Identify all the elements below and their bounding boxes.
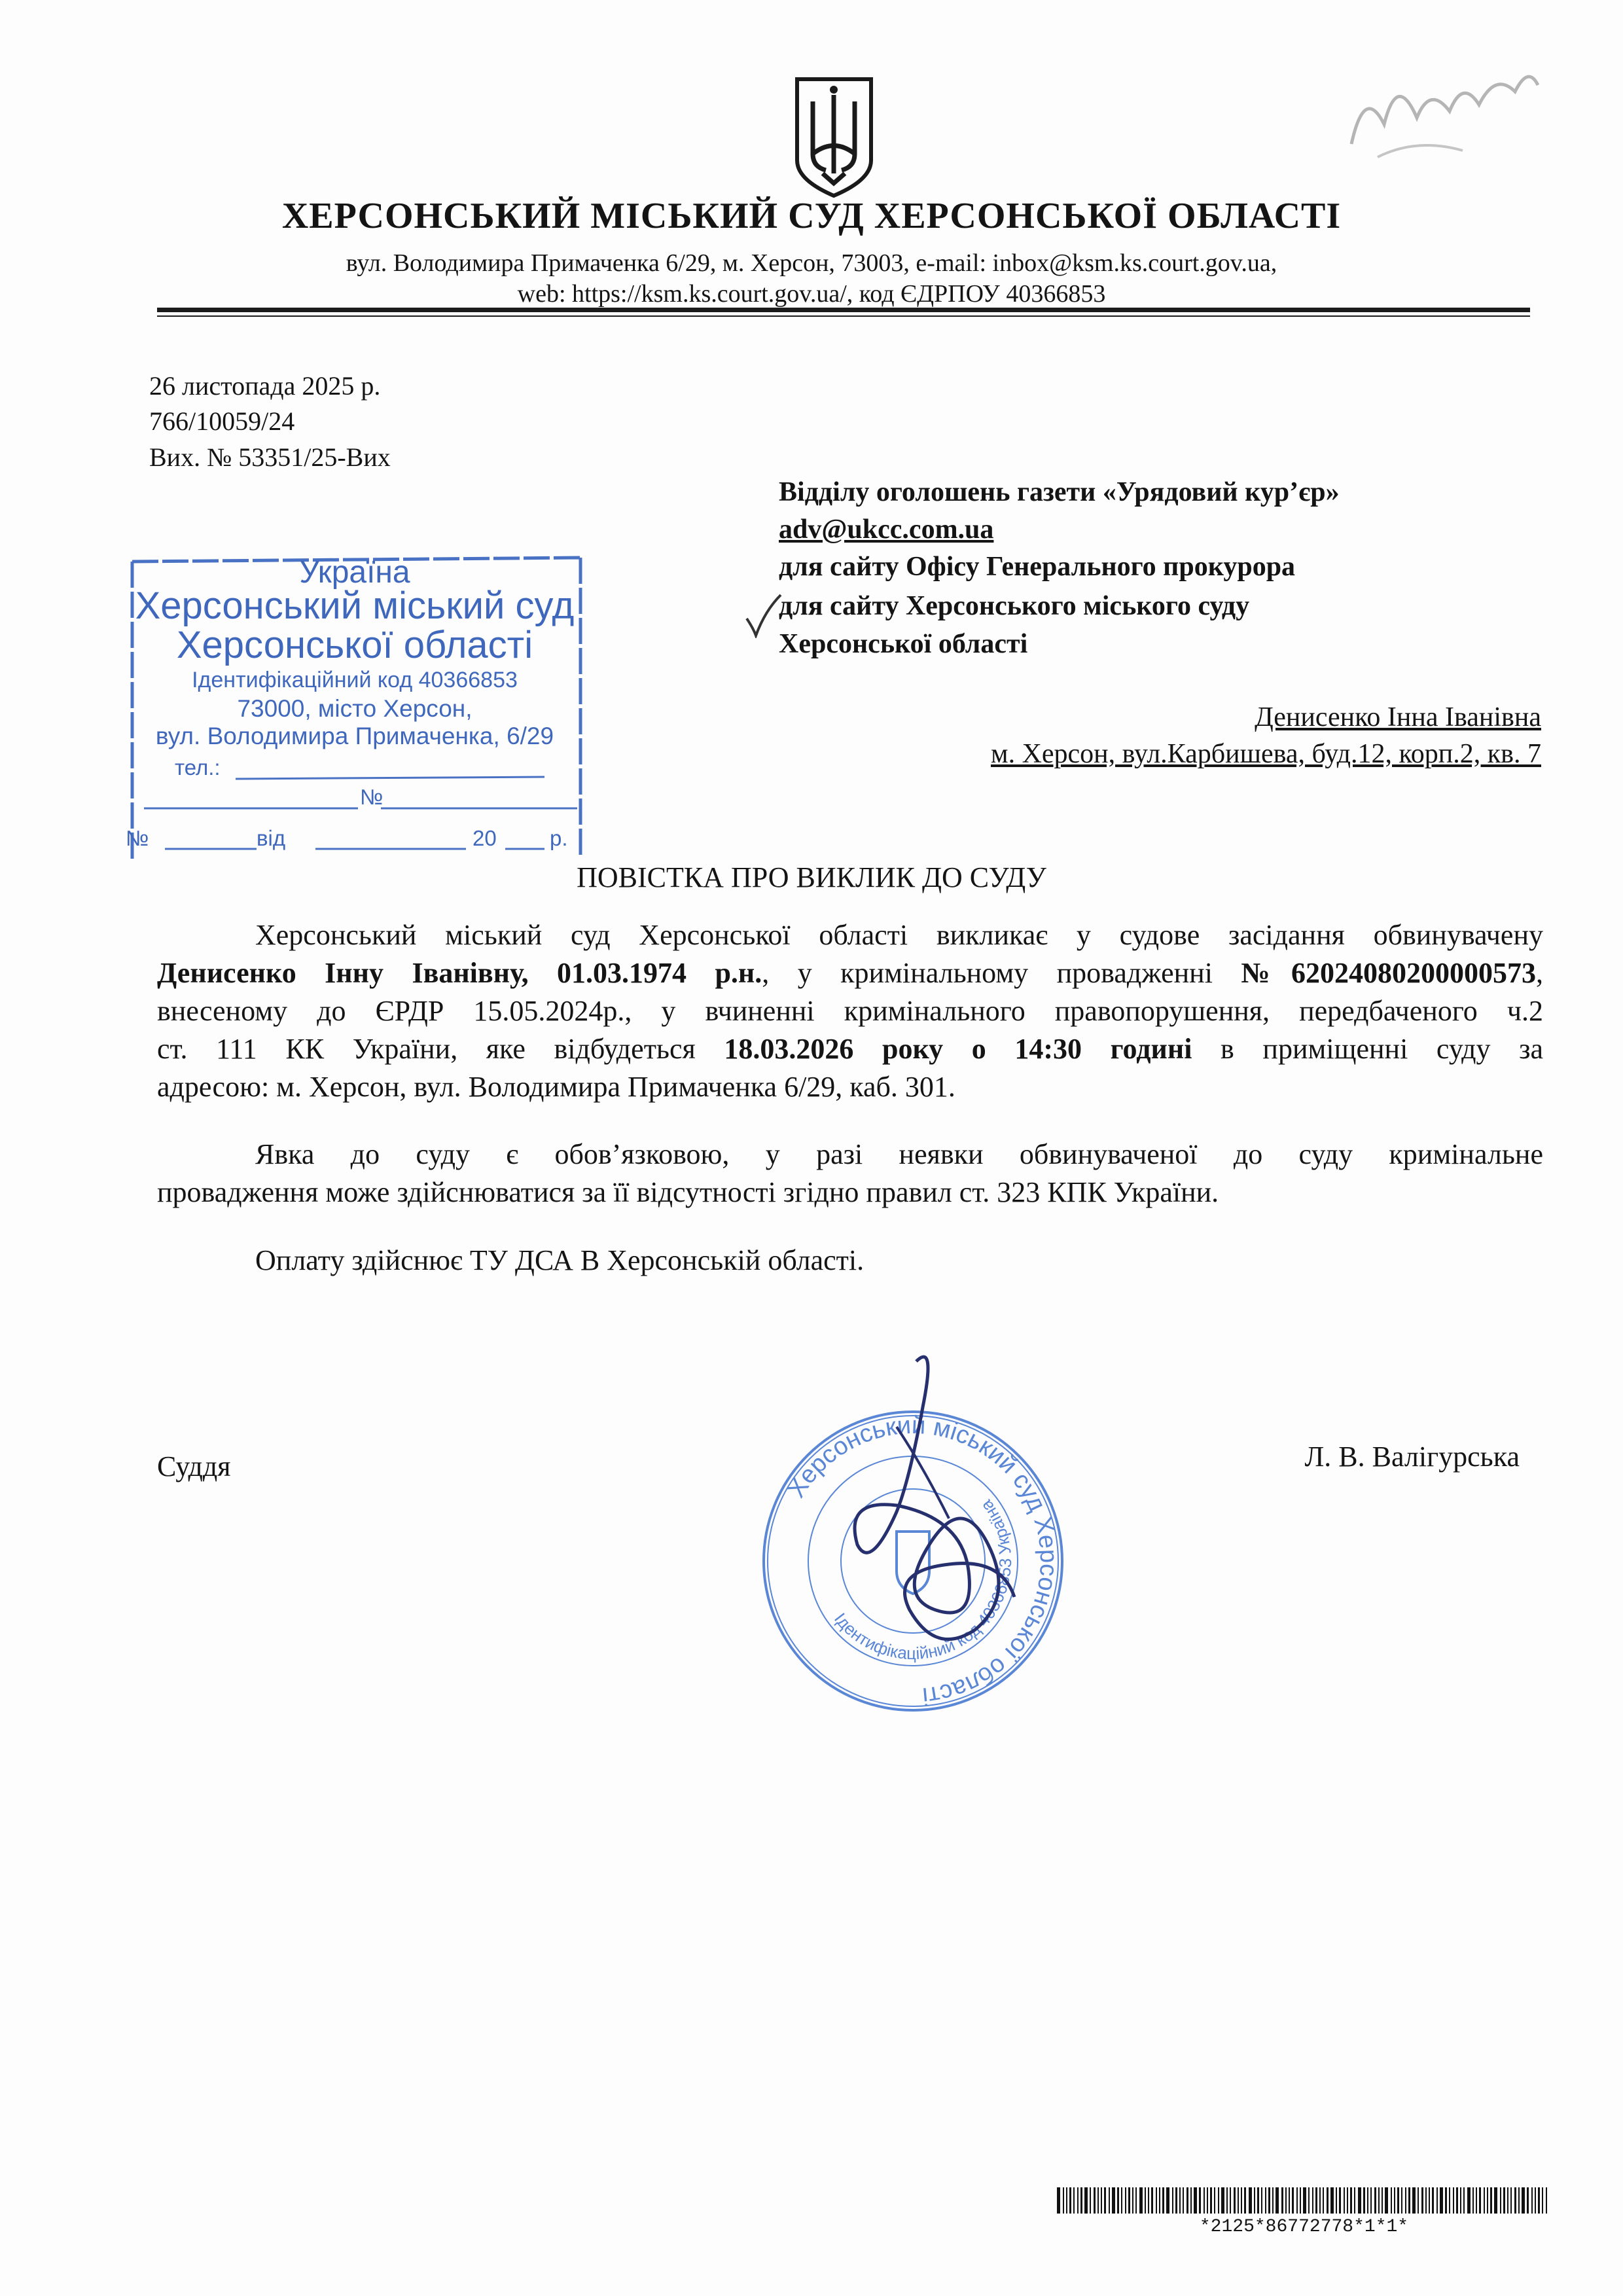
barcode-bar <box>1418 2187 1419 2214</box>
barcode-bar <box>1135 2187 1137 2214</box>
case-number: 766/10059/24 <box>149 406 295 436</box>
barcode-bar <box>1272 2187 1274 2214</box>
barcode-bar <box>1347 2187 1348 2214</box>
barcode-bar <box>1405 2187 1406 2214</box>
barcode-icon <box>1057 2187 1551 2214</box>
barcode-bar <box>1275 2187 1279 2214</box>
barcode-bar <box>1289 2187 1290 2214</box>
barcode-bar <box>1510 2187 1512 2214</box>
court-address-line1: вул. Володимира Примаченка 6/29, м. Херсон, 73003, e-mail: inbox@ksm.ks.court.gov.ua, <box>346 249 1277 277</box>
barcode-bar <box>1090 2187 1091 2214</box>
barcode-bar <box>1265 2187 1266 2214</box>
stamp-in-number-label: № <box>126 826 149 850</box>
recipient-line4: для сайту Херсонського міського суду <box>779 591 1250 621</box>
barcode-bar <box>1112 2187 1115 2214</box>
barcode-bar <box>1476 2187 1477 2214</box>
barcode-bar <box>1503 2187 1505 2214</box>
stamp-region: Херсонської області <box>176 624 533 666</box>
barcode-bar <box>1077 2187 1079 2214</box>
recipient-person-address: м. Херсон, вул.Карбишева, буд.12, корп.2, кв. 7 <box>990 739 1541 769</box>
barcode-bar <box>1063 2187 1064 2214</box>
barcode-bar <box>1128 2187 1130 2214</box>
document-date: 26 листопада 2025 р. <box>149 371 381 401</box>
barcode-bar <box>1344 2187 1345 2214</box>
p1-line5: адресою: м. Херсон, вул. Володимира Примаченка 6/29, каб. 301. <box>157 1071 955 1103</box>
checkmark-icon <box>743 592 782 638</box>
stamp-id-code: Ідентифікаційний код 40366853 <box>192 668 518 692</box>
barcode-bar <box>1132 2187 1133 2214</box>
barcode-bar <box>1463 2187 1465 2214</box>
barcode-bar <box>1117 2187 1119 2214</box>
barcode-bar <box>1261 2187 1262 2214</box>
barcode-bar <box>1490 2187 1492 2214</box>
barcode-bar <box>1479 2187 1481 2214</box>
barcode-bar <box>1268 2187 1270 2214</box>
barcode-bar <box>1358 2187 1361 2214</box>
p1-line4-start: ст. 111 КК України, яке відбудеться <box>157 1033 724 1065</box>
barcode-bar <box>1226 2187 1228 2214</box>
barcode-bar <box>1234 2187 1236 2214</box>
barcode-bar <box>1484 2187 1485 2214</box>
stamp-tel-label: тел.: <box>175 755 221 780</box>
barcode-bar <box>1385 2187 1388 2214</box>
barcode-bar <box>1445 2187 1447 2214</box>
p1-line2-mid: , у кримінальному провадженні <box>762 957 1241 989</box>
barcode-bar <box>1312 2187 1313 2214</box>
barcode-bar <box>1472 2187 1474 2214</box>
barcode-bar <box>1249 2187 1252 2214</box>
p1-line2 <box>157 954 1543 992</box>
barcode-bar <box>1094 2187 1096 2214</box>
coat-of-arms-icon <box>793 75 875 200</box>
barcode-bar <box>1194 2187 1197 2214</box>
barcode-bar <box>1327 2187 1329 2214</box>
barcode-bar <box>1432 2187 1434 2214</box>
barcode-bar <box>1257 2187 1259 2214</box>
barcode-bar <box>1300 2187 1301 2214</box>
stamp-court-name: Херсонський міський суд <box>135 584 575 627</box>
court-address-line2: web: https://ksm.ks.court.gov.ua/, код ЄДРПОУ 40366853 <box>517 280 1106 308</box>
summons-paragraph <box>157 916 1543 1106</box>
registration-stamp <box>126 551 584 859</box>
barcode-bar <box>1066 2187 1067 2214</box>
signature-icon <box>818 1348 1041 1676</box>
outgoing-number: Вих. № 53351/25-Вих <box>149 442 391 472</box>
barcode-bar <box>1151 2187 1153 2214</box>
barcode-bar <box>1330 2187 1334 2214</box>
barcode-bar <box>1370 2187 1372 2214</box>
barcode-bar <box>1397 2187 1399 2214</box>
judge-name: Л. В. Валігурська <box>1304 1441 1520 1473</box>
barcode-bar <box>1285 2187 1287 2214</box>
barcode-bar <box>1186 2187 1188 2214</box>
barcode-bar <box>1546 2187 1547 2214</box>
recipient-line1: Відділу оголошень газети «Урядовий кур’єр» <box>779 477 1340 507</box>
barcode-bar <box>1172 2187 1173 2214</box>
barcode-bar <box>1166 2187 1169 2214</box>
barcode-bar <box>1057 2187 1060 2214</box>
barcode-bar <box>1204 2187 1205 2214</box>
p1-line1: Херсонський міський суд Херсонської області викликає у судове засідання обвинувачену <box>255 919 1543 951</box>
seal-inner-text: Ідентифікаційний код 40366853 Україна <box>830 1496 1016 1664</box>
p2-line2: провадження може здійснюватися за її відсутності згідно правил ст. 323 КПК України. <box>157 1176 1219 1208</box>
barcode-bar <box>1145 2187 1146 2214</box>
barcode-bar <box>1514 2187 1516 2214</box>
document-title: ПОВІСТКА ПРО ВИКЛИК ДО СУДУ <box>577 861 1046 893</box>
stamp-number-label: № <box>360 785 383 809</box>
barcode-bar <box>1453 2187 1454 2214</box>
judge-label: Суддя <box>157 1450 231 1482</box>
barcode-bar <box>1436 2187 1438 2214</box>
barcode-bar <box>1084 2187 1088 2214</box>
barcode-bar <box>1449 2187 1450 2214</box>
barcode-bar <box>1207 2187 1208 2214</box>
barcode-bar <box>1175 2187 1177 2214</box>
barcode-bar <box>1190 2187 1192 2214</box>
barcode-bar <box>1391 2187 1392 2214</box>
p1-line2-end: , <box>1536 957 1544 989</box>
barcode-bar <box>1412 2187 1416 2214</box>
barcode-bar <box>1494 2187 1497 2214</box>
p3-line1: Оплату здійснює ТУ ДСА В Херсонській області. <box>255 1244 865 1276</box>
stamp-country: Україна <box>299 555 410 590</box>
barcode-bar <box>1487 2187 1488 2214</box>
barcode-bar <box>1319 2187 1321 2214</box>
stamp-year-suffix: р. <box>550 826 568 850</box>
barcode-bar <box>1350 2187 1352 2214</box>
recipient-person-name: Денисенко Інна Іванівна <box>1255 702 1541 732</box>
barcode-bar <box>1336 2187 1337 2214</box>
barcode-bar <box>1500 2187 1501 2214</box>
barcode-bar <box>1183 2187 1184 2214</box>
barcode-bar <box>1179 2187 1181 2214</box>
attendance-paragraph <box>157 1136 1543 1211</box>
barcode-bar <box>1535 2187 1536 2214</box>
barcode-bar <box>1339 2187 1341 2214</box>
barcode-bar <box>1241 2187 1242 2214</box>
barcode-bar <box>1467 2187 1471 2214</box>
barcode-bar <box>1080 2187 1082 2214</box>
stamp-from-label: від <box>257 826 286 850</box>
payment-paragraph <box>255 1242 1558 1280</box>
barcode-bar <box>1221 2187 1224 2214</box>
barcode-bar <box>1401 2187 1402 2214</box>
barcode-bar <box>1378 2187 1380 2214</box>
proceeding-number: №62024080200000573 <box>1241 957 1537 989</box>
barcode-bar <box>1281 2187 1283 2214</box>
barcode-bar <box>1218 2187 1219 2214</box>
barcode-bar <box>1538 2187 1540 2214</box>
p2-line1: Явка до суду є обов’язковою, у разі неявки обвинуваченої до суду кримінальне <box>255 1138 1543 1170</box>
barcode-bar <box>1425 2187 1427 2214</box>
barcode-bar <box>1210 2187 1212 2214</box>
barcode-bar <box>1374 2187 1376 2214</box>
barcode-bar <box>1308 2187 1310 2214</box>
barcode-bar <box>1073 2187 1075 2214</box>
barcode-bar <box>1292 2187 1294 2214</box>
barcode-bar <box>1518 2187 1520 2214</box>
barcode-bar <box>1315 2187 1317 2214</box>
barcode-bar <box>1238 2187 1239 2214</box>
barcode-bar <box>1421 2187 1423 2214</box>
barcode-bar <box>1460 2187 1461 2214</box>
handwritten-mark-icon <box>1338 46 1548 170</box>
barcode-bar <box>1162 2187 1164 2214</box>
p1-line4 <box>157 1030 1543 1068</box>
p1-line4-end: в приміщенні суду за <box>1192 1033 1544 1065</box>
barcode-bar <box>1296 2187 1298 2214</box>
barcode-bar <box>1303 2187 1306 2214</box>
barcode-bar <box>1097 2187 1099 2214</box>
defendant-name: Денисенко Інну Іванівну, 01.03.1974 р.н. <box>157 957 762 989</box>
barcode-bar <box>1354 2187 1355 2214</box>
barcode-bar <box>1214 2187 1215 2214</box>
barcode-bar <box>1139 2187 1143 2214</box>
barcode-bar <box>1159 2187 1160 2214</box>
recipient-line5: Херсонської області <box>779 629 1028 659</box>
barcode-bar <box>1125 2187 1126 2214</box>
barcode-bar <box>1456 2187 1458 2214</box>
header-divider-thin <box>157 315 1530 317</box>
barcode-bar <box>1367 2187 1368 2214</box>
p1-line3: внесеному до ЄРДР 15.05.2024р., у вчиненні кримінального правопорушення, передбаченого ч.2 <box>157 995 1543 1027</box>
barcode-bar <box>1101 2187 1102 2214</box>
header-divider-thick <box>157 308 1530 312</box>
recipient-email: adv@ukcc.com.ua <box>779 514 994 545</box>
barcode-bar <box>1429 2187 1430 2214</box>
barcode-bar <box>1121 2187 1122 2214</box>
recipient-line3: для сайту Офісу Генерального прокурора <box>779 552 1296 582</box>
barcode-bar <box>1440 2187 1443 2214</box>
barcode-bar <box>1323 2187 1324 2214</box>
court-name: ХЕРСОНСЬКИЙ МІСЬКИЙ СУД ХЕРСОНСЬКОЇ ОБЛАСТІ <box>281 196 1342 236</box>
barcode-bar <box>1156 2187 1157 2214</box>
barcode-bar <box>1531 2187 1533 2214</box>
stamp-year-prefix: 20 <box>473 826 497 850</box>
barcode-bar <box>1363 2187 1365 2214</box>
barcode-bar <box>1230 2187 1231 2214</box>
barcode-bar <box>1507 2187 1508 2214</box>
barcode-bar <box>1199 2187 1201 2214</box>
barcode-bar <box>1148 2187 1149 2214</box>
barcode-bar <box>1522 2187 1525 2214</box>
barcode-bar <box>1069 2187 1071 2214</box>
barcode-bar <box>1408 2187 1410 2214</box>
barcode-bar <box>1542 2187 1543 2214</box>
barcode-bar <box>1244 2187 1246 2214</box>
seal-outer-text: Херсонський міський суд Херсонської області <box>782 1411 1063 1710</box>
barcode-bar <box>1394 2187 1395 2214</box>
hearing-datetime: 18.03.2026 року о 14:30 годині <box>724 1033 1192 1065</box>
barcode-bar <box>1109 2187 1110 2214</box>
stamp-street: вул. Володимира Примаченка, 6/29 <box>155 723 554 749</box>
stamp-city: 73000, місто Херсон, <box>237 695 473 722</box>
barcode-text: *2125*86772778*1*1* <box>1199 2217 1409 2237</box>
barcode-bar <box>1254 2187 1255 2214</box>
barcode-bar <box>1527 2187 1529 2214</box>
barcode-bar <box>1382 2187 1383 2214</box>
barcode-bar <box>1104 2187 1106 2214</box>
